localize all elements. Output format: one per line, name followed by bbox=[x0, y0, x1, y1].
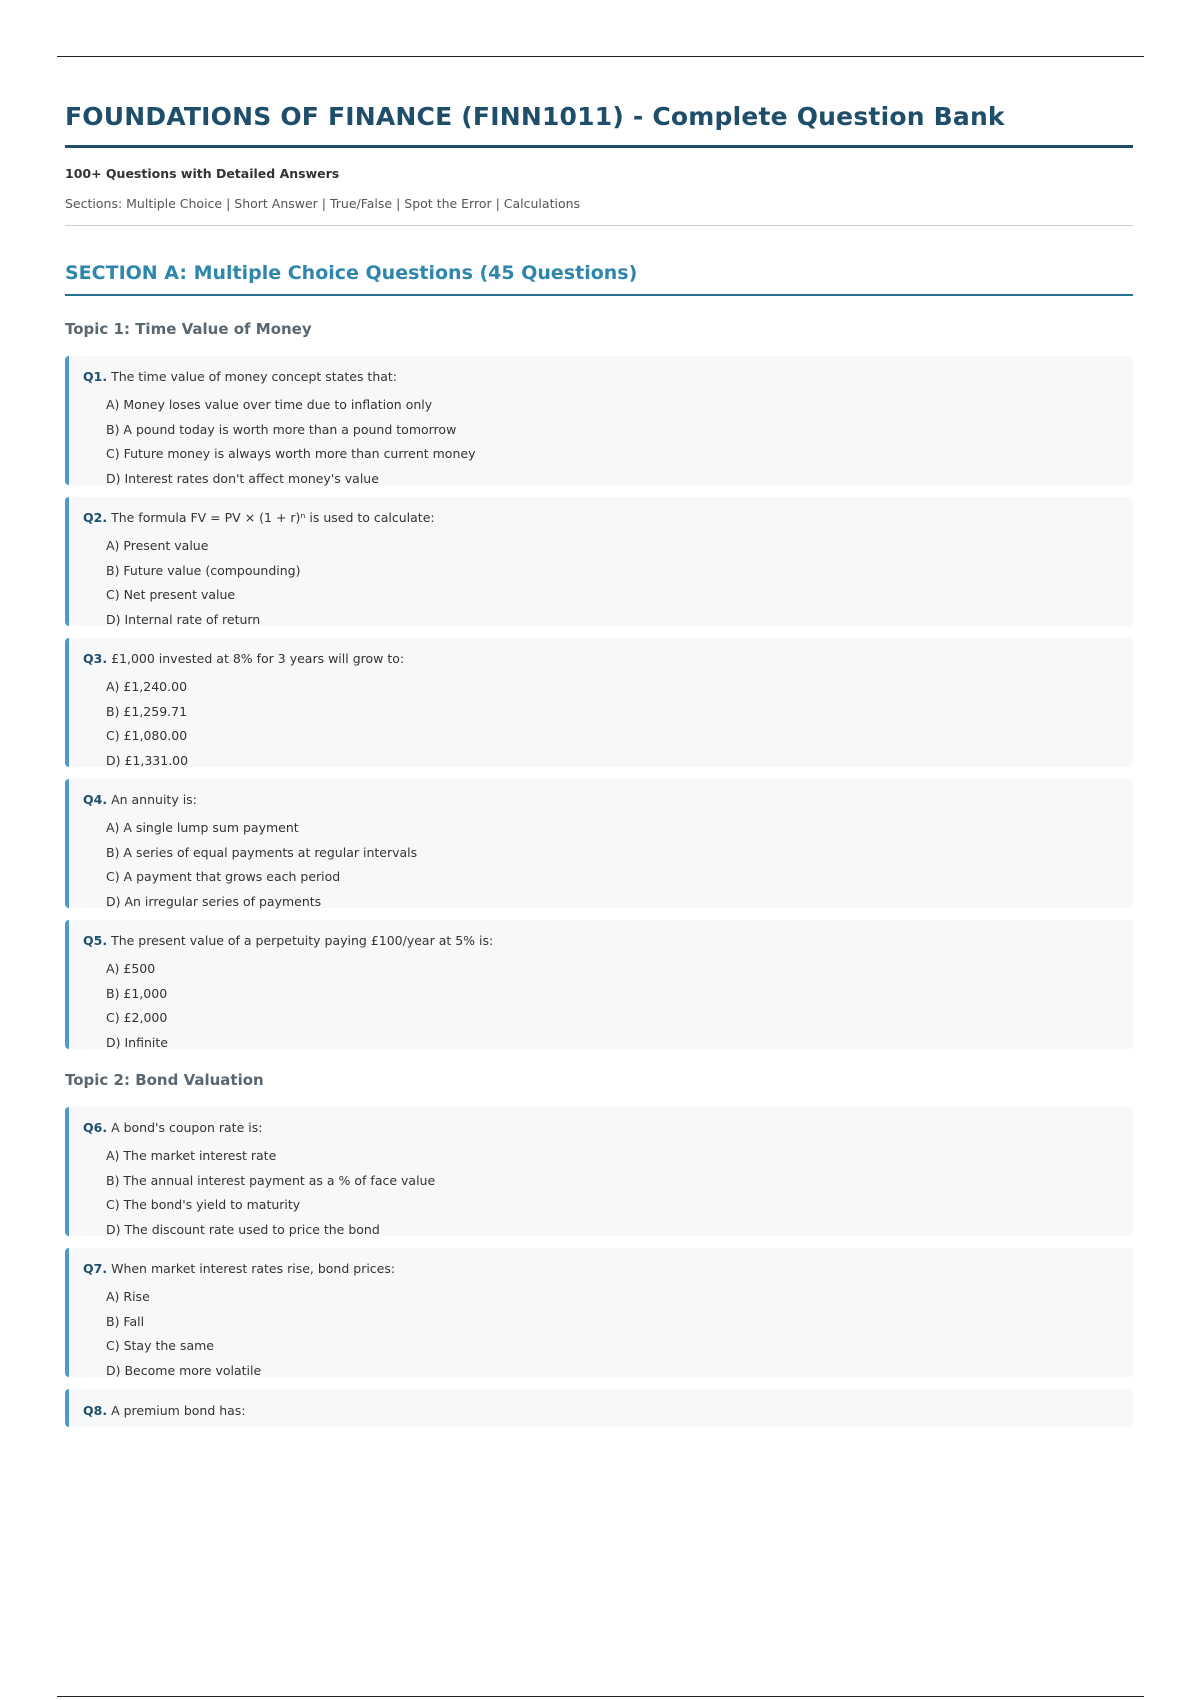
option-list bbox=[83, 393, 1117, 491]
question-number: Q7. bbox=[83, 1261, 108, 1276]
option-list bbox=[83, 1285, 1117, 1383]
option-b: B) £1,259.71 bbox=[106, 703, 188, 719]
option-b: B) Fall bbox=[106, 1313, 145, 1329]
question-line bbox=[83, 1403, 1117, 1418]
sections-summary: Sections: Multiple Choice | Short Answer | True/False | Spot the Error | Calculations bbox=[65, 196, 1133, 226]
option-d: D) Become more volatile bbox=[106, 1362, 262, 1378]
option-a: A) Present value bbox=[106, 538, 209, 553]
option-d: D) Internal rate of return bbox=[106, 611, 261, 627]
option-list bbox=[83, 675, 1117, 773]
option-c: C) Future money is always worth more than current money bbox=[106, 446, 476, 461]
question-line bbox=[83, 651, 1117, 666]
question-text: When market interest rates rise, bond prices: bbox=[111, 1261, 396, 1276]
question-card-q1 bbox=[65, 356, 1133, 485]
option-c: C) £2,000 bbox=[106, 1010, 168, 1025]
option-b: B) A series of equal payments at regular intervals bbox=[106, 844, 418, 860]
option-b: B) A pound today is worth more than a pound tomorrow bbox=[106, 421, 457, 437]
question-line bbox=[83, 792, 1117, 807]
document-title: FOUNDATIONS OF FINANCE (FINN1011) - Complete Question Bank bbox=[65, 102, 1133, 148]
question-line bbox=[83, 933, 1117, 948]
section-a-title: SECTION A: Multiple Choice Questions (45 Questions) bbox=[65, 262, 1133, 296]
option-a: A) Rise bbox=[106, 1289, 150, 1304]
question-line bbox=[83, 1120, 1117, 1135]
question-number: Q1. bbox=[83, 369, 108, 384]
option-c: C) £1,080.00 bbox=[106, 728, 188, 743]
option-c: C) The bond's yield to maturity bbox=[106, 1197, 301, 1212]
question-text: The time value of money concept states that: bbox=[111, 369, 398, 384]
question-text: £1,000 invested at 8% for 3 years will grow to: bbox=[111, 651, 405, 666]
option-a: A) A single lump sum payment bbox=[106, 820, 299, 835]
question-card-q7 bbox=[65, 1248, 1133, 1377]
option-b: B) The annual interest payment as a % of face value bbox=[106, 1172, 436, 1188]
option-d: D) Infinite bbox=[106, 1034, 168, 1050]
question-card-q4 bbox=[65, 779, 1133, 908]
question-number: Q5. bbox=[83, 933, 108, 948]
question-card-q5 bbox=[65, 920, 1133, 1049]
option-a: A) Money loses value over time due to inflation only bbox=[106, 397, 433, 412]
document-subtitle: 100+ Questions with Detailed Answers bbox=[65, 166, 340, 181]
top-rule bbox=[57, 56, 1144, 57]
question-line bbox=[83, 1261, 1117, 1276]
option-c: C) A payment that grows each period bbox=[106, 869, 341, 884]
option-list bbox=[83, 534, 1117, 632]
option-d: D) Interest rates don't affect money's value bbox=[106, 470, 379, 486]
option-a: A) £1,240.00 bbox=[106, 679, 188, 694]
question-card-q8 bbox=[65, 1389, 1133, 1427]
option-a: A) £500 bbox=[106, 961, 156, 976]
topic-1-title: Topic 1: Time Value of Money bbox=[65, 320, 312, 338]
question-line bbox=[83, 510, 1117, 525]
option-list bbox=[83, 816, 1117, 914]
question-text: The present value of a perpetuity paying £100/year at 5% is: bbox=[111, 933, 494, 948]
option-list bbox=[83, 1144, 1117, 1242]
option-d: D) An irregular series of payments bbox=[106, 893, 322, 909]
question-card-q2 bbox=[65, 497, 1133, 626]
question-number: Q2. bbox=[83, 510, 108, 525]
topic-2-title: Topic 2: Bond Valuation bbox=[65, 1071, 264, 1089]
question-number: Q8. bbox=[83, 1403, 108, 1418]
option-list bbox=[83, 957, 1117, 1055]
option-d: D) The discount rate used to price the bond bbox=[106, 1221, 380, 1237]
option-b: B) Future value (compounding) bbox=[106, 562, 301, 578]
question-text: The formula FV = PV × (1 + r)ⁿ is used to calculate: bbox=[111, 510, 435, 525]
question-number: Q4. bbox=[83, 792, 108, 807]
option-c: C) Net present value bbox=[106, 587, 236, 602]
question-number: Q3. bbox=[83, 651, 108, 666]
question-card-q6 bbox=[65, 1107, 1133, 1236]
option-d: D) £1,331.00 bbox=[106, 752, 189, 768]
document-body bbox=[65, 102, 1133, 1439]
question-text: A premium bond has: bbox=[111, 1403, 246, 1418]
question-line bbox=[83, 369, 1117, 384]
option-b: B) £1,000 bbox=[106, 985, 168, 1001]
question-card-q3 bbox=[65, 638, 1133, 767]
bottom-rule bbox=[57, 1696, 1144, 1697]
option-a: A) The market interest rate bbox=[106, 1148, 277, 1163]
question-text: A bond's coupon rate is: bbox=[111, 1120, 263, 1135]
question-number: Q6. bbox=[83, 1120, 108, 1135]
option-c: C) Stay the same bbox=[106, 1338, 214, 1353]
question-text: An annuity is: bbox=[111, 792, 197, 807]
